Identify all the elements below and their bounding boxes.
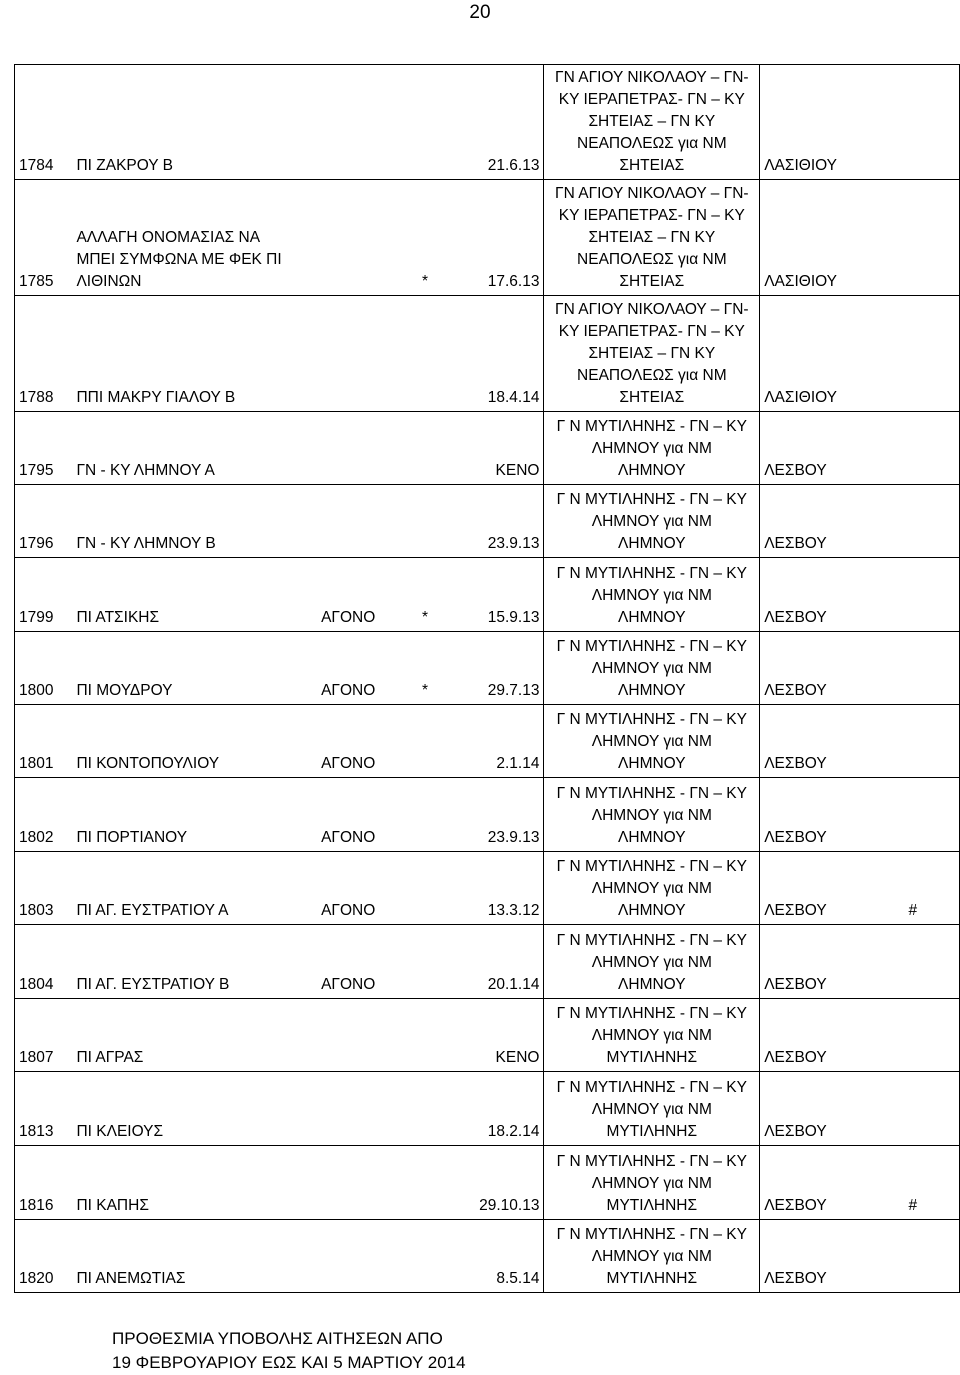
row-mark [404, 412, 446, 485]
row-status: ΑΓΟΝΟ [292, 705, 404, 778]
route-line: Γ Ν ΜΥΤΙΛΗΝΗΣ - ΓΝ – ΚΥ [556, 418, 747, 435]
row-code: 1807 [15, 999, 73, 1072]
row-route [544, 1072, 760, 1146]
route-line: ΛΗΜΝΟΥ για ΝΜ [591, 513, 712, 530]
table-row [15, 1072, 960, 1146]
row-flag [905, 632, 960, 705]
table-row [15, 296, 960, 412]
row-code: 1784 [15, 65, 73, 180]
row-mark [404, 65, 446, 180]
table-row [15, 65, 960, 180]
row-route [544, 925, 760, 999]
positions-table [14, 64, 960, 1293]
route-line: ΚΥ ΙΕΡΑΠΕΤΡΑΣ- ΓΝ – ΚΥ [558, 323, 745, 340]
row-route [544, 852, 760, 925]
table-row [15, 180, 960, 296]
row-status: ΑΓΟΝΟ [292, 925, 404, 999]
route-line: Γ Ν ΜΥΤΙΛΗΝΗΣ - ΓΝ – ΚΥ [556, 1226, 747, 1243]
row-status [292, 1072, 404, 1146]
route-line: ΛΗΜΝΟΥ για ΝΜ [591, 880, 712, 897]
row-mark: * [404, 632, 446, 705]
route-line: ΓΝ ΑΓΙΟΥ ΝΙΚΟΛΑΟΥ – ΓΝ- [555, 185, 749, 202]
table-row [15, 485, 960, 558]
route-line: ΜΥΤΙΛΗΝΗΣ [606, 1049, 698, 1066]
row-code: 1802 [15, 778, 73, 852]
table-row [15, 925, 960, 999]
route-line: ΣΗΤΕΙΑΣ – ΓΝ ΚΥ [588, 113, 716, 130]
row-prefecture: ΛΕΣΒΟΥ [760, 558, 905, 632]
row-name: ΑΛΛΑΓΗ ΟΝΟΜΑΣΙΑΣ ΝΑ ΜΠΕΙ ΣΥΜΦΩΝΑ ΜΕ ΦΕΚ ΠΙ ΛΙΘΙΝΩΝ [72, 180, 292, 296]
row-prefecture: ΛΕΣΒΟΥ [760, 852, 905, 925]
route-line: ΛΗΜΝΟΥ για ΝΜ [591, 807, 712, 824]
row-date: 21.6.13 [446, 65, 544, 180]
row-code: 1796 [15, 485, 73, 558]
route-line: ΜΥΤΙΛΗΝΗΣ [606, 1197, 698, 1214]
row-code: 1803 [15, 852, 73, 925]
row-prefecture: ΛΑΣΙΘΙΟΥ [760, 180, 905, 296]
footer-note [112, 1327, 466, 1375]
row-name: ΠΠΙ ΜΑΚΡΥ ΓΙΑΛΟΥ Β [72, 296, 292, 412]
route-line: ΛΗΜΝΟΥ [618, 976, 686, 993]
row-date: 23.9.13 [446, 778, 544, 852]
row-route [544, 778, 760, 852]
row-code: 1804 [15, 925, 73, 999]
row-mark [404, 705, 446, 778]
row-route [544, 1220, 760, 1293]
row-name: ΠΙ ΑΓ. ΕΥΣΤΡΑΤΙΟΥ Α [72, 852, 292, 925]
row-flag [905, 705, 960, 778]
route-line: ΜΥΤΙΛΗΝΗΣ [606, 1270, 698, 1287]
route-line: ΛΗΜΝΟΥ [618, 755, 686, 772]
row-prefecture: ΛΑΣΙΘΙΟΥ [760, 65, 905, 180]
row-name: ΓΝ - ΚΥ ΛΗΜΝΟΥ Α [72, 412, 292, 485]
row-date: ΚΕΝΟ [446, 999, 544, 1072]
row-route [544, 999, 760, 1072]
row-date: 29.7.13 [446, 632, 544, 705]
row-code: 1813 [15, 1072, 73, 1146]
route-line: ΛΗΜΝΟΥ [618, 829, 686, 846]
row-code: 1820 [15, 1220, 73, 1293]
row-mark: * [404, 180, 446, 296]
route-line: ΣΗΤΕΙΑΣ – ΓΝ ΚΥ [588, 345, 716, 362]
row-mark [404, 485, 446, 558]
row-prefecture: ΛΕΣΒΟΥ [760, 778, 905, 852]
row-status [292, 180, 404, 296]
row-route [544, 1146, 760, 1220]
row-flag: # [905, 1146, 960, 1220]
row-status [292, 485, 404, 558]
route-line: ΣΗΤΕΙΑΣ [619, 273, 685, 290]
row-date: 20.1.14 [446, 925, 544, 999]
row-status: ΑΓΟΝΟ [292, 852, 404, 925]
row-prefecture: ΛΕΣΒΟΥ [760, 1220, 905, 1293]
table-row [15, 558, 960, 632]
row-route [544, 558, 760, 632]
row-code: 1785 [15, 180, 73, 296]
row-flag [905, 296, 960, 412]
route-line: ΓΝ ΑΓΙΟΥ ΝΙΚΟΛΑΟΥ – ΓΝ- [555, 301, 749, 318]
route-line: ΛΗΜΝΟΥ για ΝΜ [591, 1248, 712, 1265]
route-line: ΛΗΜΝΟΥ [618, 462, 686, 479]
row-mark [404, 999, 446, 1072]
row-status [292, 65, 404, 180]
row-prefecture: ΛΑΣΙΘΙΟΥ [760, 296, 905, 412]
row-date: 17.6.13 [446, 180, 544, 296]
row-status [292, 1220, 404, 1293]
table-row [15, 778, 960, 852]
route-line: Γ Ν ΜΥΤΙΛΗΝΗΣ - ΓΝ – ΚΥ [556, 491, 747, 508]
row-name: ΓΝ - ΚΥ ΛΗΜΝΟΥ Β [72, 485, 292, 558]
row-mark [404, 1072, 446, 1146]
route-line: ΛΗΜΝΟΥ για ΝΜ [591, 1027, 712, 1044]
route-line: Γ Ν ΜΥΤΙΛΗΝΗΣ - ΓΝ – ΚΥ [556, 711, 747, 728]
row-status [292, 1146, 404, 1220]
row-prefecture: ΛΕΣΒΟΥ [760, 412, 905, 485]
route-line: ΛΗΜΝΟΥ για ΝΜ [591, 660, 712, 677]
row-name: ΠΙ ΑΤΣΙΚΗΣ [72, 558, 292, 632]
route-line: ΛΗΜΝΟΥ για ΝΜ [591, 440, 712, 457]
page-number: 20 [469, 2, 491, 23]
route-line: Γ Ν ΜΥΤΙΛΗΝΗΣ - ΓΝ – ΚΥ [556, 1079, 747, 1096]
row-date: 23.9.13 [446, 485, 544, 558]
row-flag [905, 1072, 960, 1146]
row-flag [905, 778, 960, 852]
table-row [15, 852, 960, 925]
row-route [544, 485, 760, 558]
row-date: 2.1.14 [446, 705, 544, 778]
row-flag [905, 65, 960, 180]
route-line: ΚΥ ΙΕΡΑΠΕΤΡΑΣ- ΓΝ – ΚΥ [558, 91, 745, 108]
row-prefecture: ΛΕΣΒΟΥ [760, 1146, 905, 1220]
route-line: ΛΗΜΝΟΥ για ΝΜ [591, 587, 712, 604]
route-line: Γ Ν ΜΥΤΙΛΗΝΗΣ - ΓΝ – ΚΥ [556, 785, 747, 802]
row-prefecture: ΛΕΣΒΟΥ [760, 485, 905, 558]
route-line: ΚΥ ΙΕΡΑΠΕΤΡΑΣ- ΓΝ – ΚΥ [558, 207, 745, 224]
row-date: 18.2.14 [446, 1072, 544, 1146]
route-line: Γ Ν ΜΥΤΙΛΗΝΗΣ - ΓΝ – ΚΥ [556, 858, 747, 875]
route-line: Γ Ν ΜΥΤΙΛΗΝΗΣ - ΓΝ – ΚΥ [556, 1153, 747, 1170]
row-flag [905, 925, 960, 999]
row-name: ΠΙ ΚΑΠΗΣ [72, 1146, 292, 1220]
row-status [292, 296, 404, 412]
route-line: ΛΗΜΝΟΥ για ΝΜ [591, 1175, 712, 1192]
row-mark [404, 1220, 446, 1293]
row-status: ΑΓΟΝΟ [292, 778, 404, 852]
route-line: ΝΕΑΠΟΛΕΩΣ για ΝΜ [577, 251, 727, 268]
row-date: ΚΕΝΟ [446, 412, 544, 485]
footer-line-1: ΠΡΟΘΕΣΜΙΑ ΥΠΟΒΟΛΗΣ ΑΙΤΗΣΕΩΝ ΑΠΟ [112, 1329, 443, 1348]
row-flag [905, 180, 960, 296]
row-route [544, 180, 760, 296]
row-code: 1801 [15, 705, 73, 778]
row-date: 18.4.14 [446, 296, 544, 412]
route-line: ΝΕΑΠΟΛΕΩΣ για ΝΜ [577, 135, 727, 152]
row-prefecture: ΛΕΣΒΟΥ [760, 999, 905, 1072]
row-code: 1795 [15, 412, 73, 485]
row-route [544, 705, 760, 778]
table-row [15, 1146, 960, 1220]
row-code: 1816 [15, 1146, 73, 1220]
row-name: ΠΙ ΑΝΕΜΩΤΙΑΣ [72, 1220, 292, 1293]
row-mark [404, 852, 446, 925]
route-line: ΣΗΤΕΙΑΣ [619, 157, 685, 174]
route-line: Γ Ν ΜΥΤΙΛΗΝΗΣ - ΓΝ – ΚΥ [556, 932, 747, 949]
row-code: 1799 [15, 558, 73, 632]
route-line: ΝΕΑΠΟΛΕΩΣ για ΝΜ [577, 367, 727, 384]
row-prefecture: ΛΕΣΒΟΥ [760, 925, 905, 999]
route-line: ΣΗΤΕΙΑΣ – ΓΝ ΚΥ [588, 229, 716, 246]
footer-line-2: 19 ΦΕΒΡΟΥΑΡΙΟΥ ΕΩΣ ΚΑΙ 5 ΜΑΡΤΙΟΥ 2014 [112, 1353, 466, 1372]
row-mark: * [404, 558, 446, 632]
row-mark [404, 296, 446, 412]
row-name: ΠΙ ΖΑΚΡΟΥ Β [72, 65, 292, 180]
route-line: ΛΗΜΝΟΥ [618, 535, 686, 552]
row-name: ΠΙ ΑΓΡΑΣ [72, 999, 292, 1072]
row-route [544, 65, 760, 180]
route-line: ΛΗΜΝΟΥ [618, 902, 686, 919]
row-name: ΠΙ ΚΟΝΤΟΠΟΥΛΙΟΥ [72, 705, 292, 778]
row-status [292, 412, 404, 485]
row-flag [905, 1220, 960, 1293]
route-line: Γ Ν ΜΥΤΙΛΗΝΗΣ - ΓΝ – ΚΥ [556, 638, 747, 655]
route-line: ΜΥΤΙΛΗΝΗΣ [606, 1123, 698, 1140]
row-prefecture: ΛΕΣΒΟΥ [760, 705, 905, 778]
row-name: ΠΙ ΑΓ. ΕΥΣΤΡΑΤΙΟΥ Β [72, 925, 292, 999]
row-prefecture: ΛΕΣΒΟΥ [760, 632, 905, 705]
table-row [15, 1220, 960, 1293]
route-line: ΛΗΜΝΟΥ για ΝΜ [591, 954, 712, 971]
row-route [544, 632, 760, 705]
row-mark [404, 925, 446, 999]
row-flag: # [905, 852, 960, 925]
table-row [15, 632, 960, 705]
route-line: ΣΗΤΕΙΑΣ [619, 389, 685, 406]
row-code: 1800 [15, 632, 73, 705]
table-row [15, 705, 960, 778]
route-line: ΛΗΜΝΟΥ για ΝΜ [591, 1101, 712, 1118]
row-name: ΠΙ ΜΟΥΔΡΟΥ [72, 632, 292, 705]
route-line: ΛΗΜΝΟΥ για ΝΜ [591, 733, 712, 750]
table-row [15, 999, 960, 1072]
row-status [292, 999, 404, 1072]
row-code: 1788 [15, 296, 73, 412]
row-status: ΑΓΟΝΟ [292, 558, 404, 632]
row-mark [404, 778, 446, 852]
route-line: ΛΗΜΝΟΥ [618, 682, 686, 699]
route-line: Γ Ν ΜΥΤΙΛΗΝΗΣ - ΓΝ – ΚΥ [556, 565, 747, 582]
row-date: 13.3.12 [446, 852, 544, 925]
route-line: Γ Ν ΜΥΤΙΛΗΝΗΣ - ΓΝ – ΚΥ [556, 1005, 747, 1022]
row-flag [905, 558, 960, 632]
row-prefecture: ΛΕΣΒΟΥ [760, 1072, 905, 1146]
row-route [544, 412, 760, 485]
route-line: ΓΝ ΑΓΙΟΥ ΝΙΚΟΛΑΟΥ – ΓΝ- [555, 69, 749, 86]
row-date: 15.9.13 [446, 558, 544, 632]
row-date: 29.10.13 [446, 1146, 544, 1220]
row-flag [905, 999, 960, 1072]
row-flag [905, 412, 960, 485]
row-flag [905, 485, 960, 558]
row-status: ΑΓΟΝΟ [292, 632, 404, 705]
row-name: ΠΙ ΚΛΕΙΟΥΣ [72, 1072, 292, 1146]
table-row [15, 412, 960, 485]
route-line: ΛΗΜΝΟΥ [618, 609, 686, 626]
row-name: ΠΙ ΠΟΡΤΙΑΝΟΥ [72, 778, 292, 852]
row-route [544, 296, 760, 412]
row-mark [404, 1146, 446, 1220]
row-date: 8.5.14 [446, 1220, 544, 1293]
